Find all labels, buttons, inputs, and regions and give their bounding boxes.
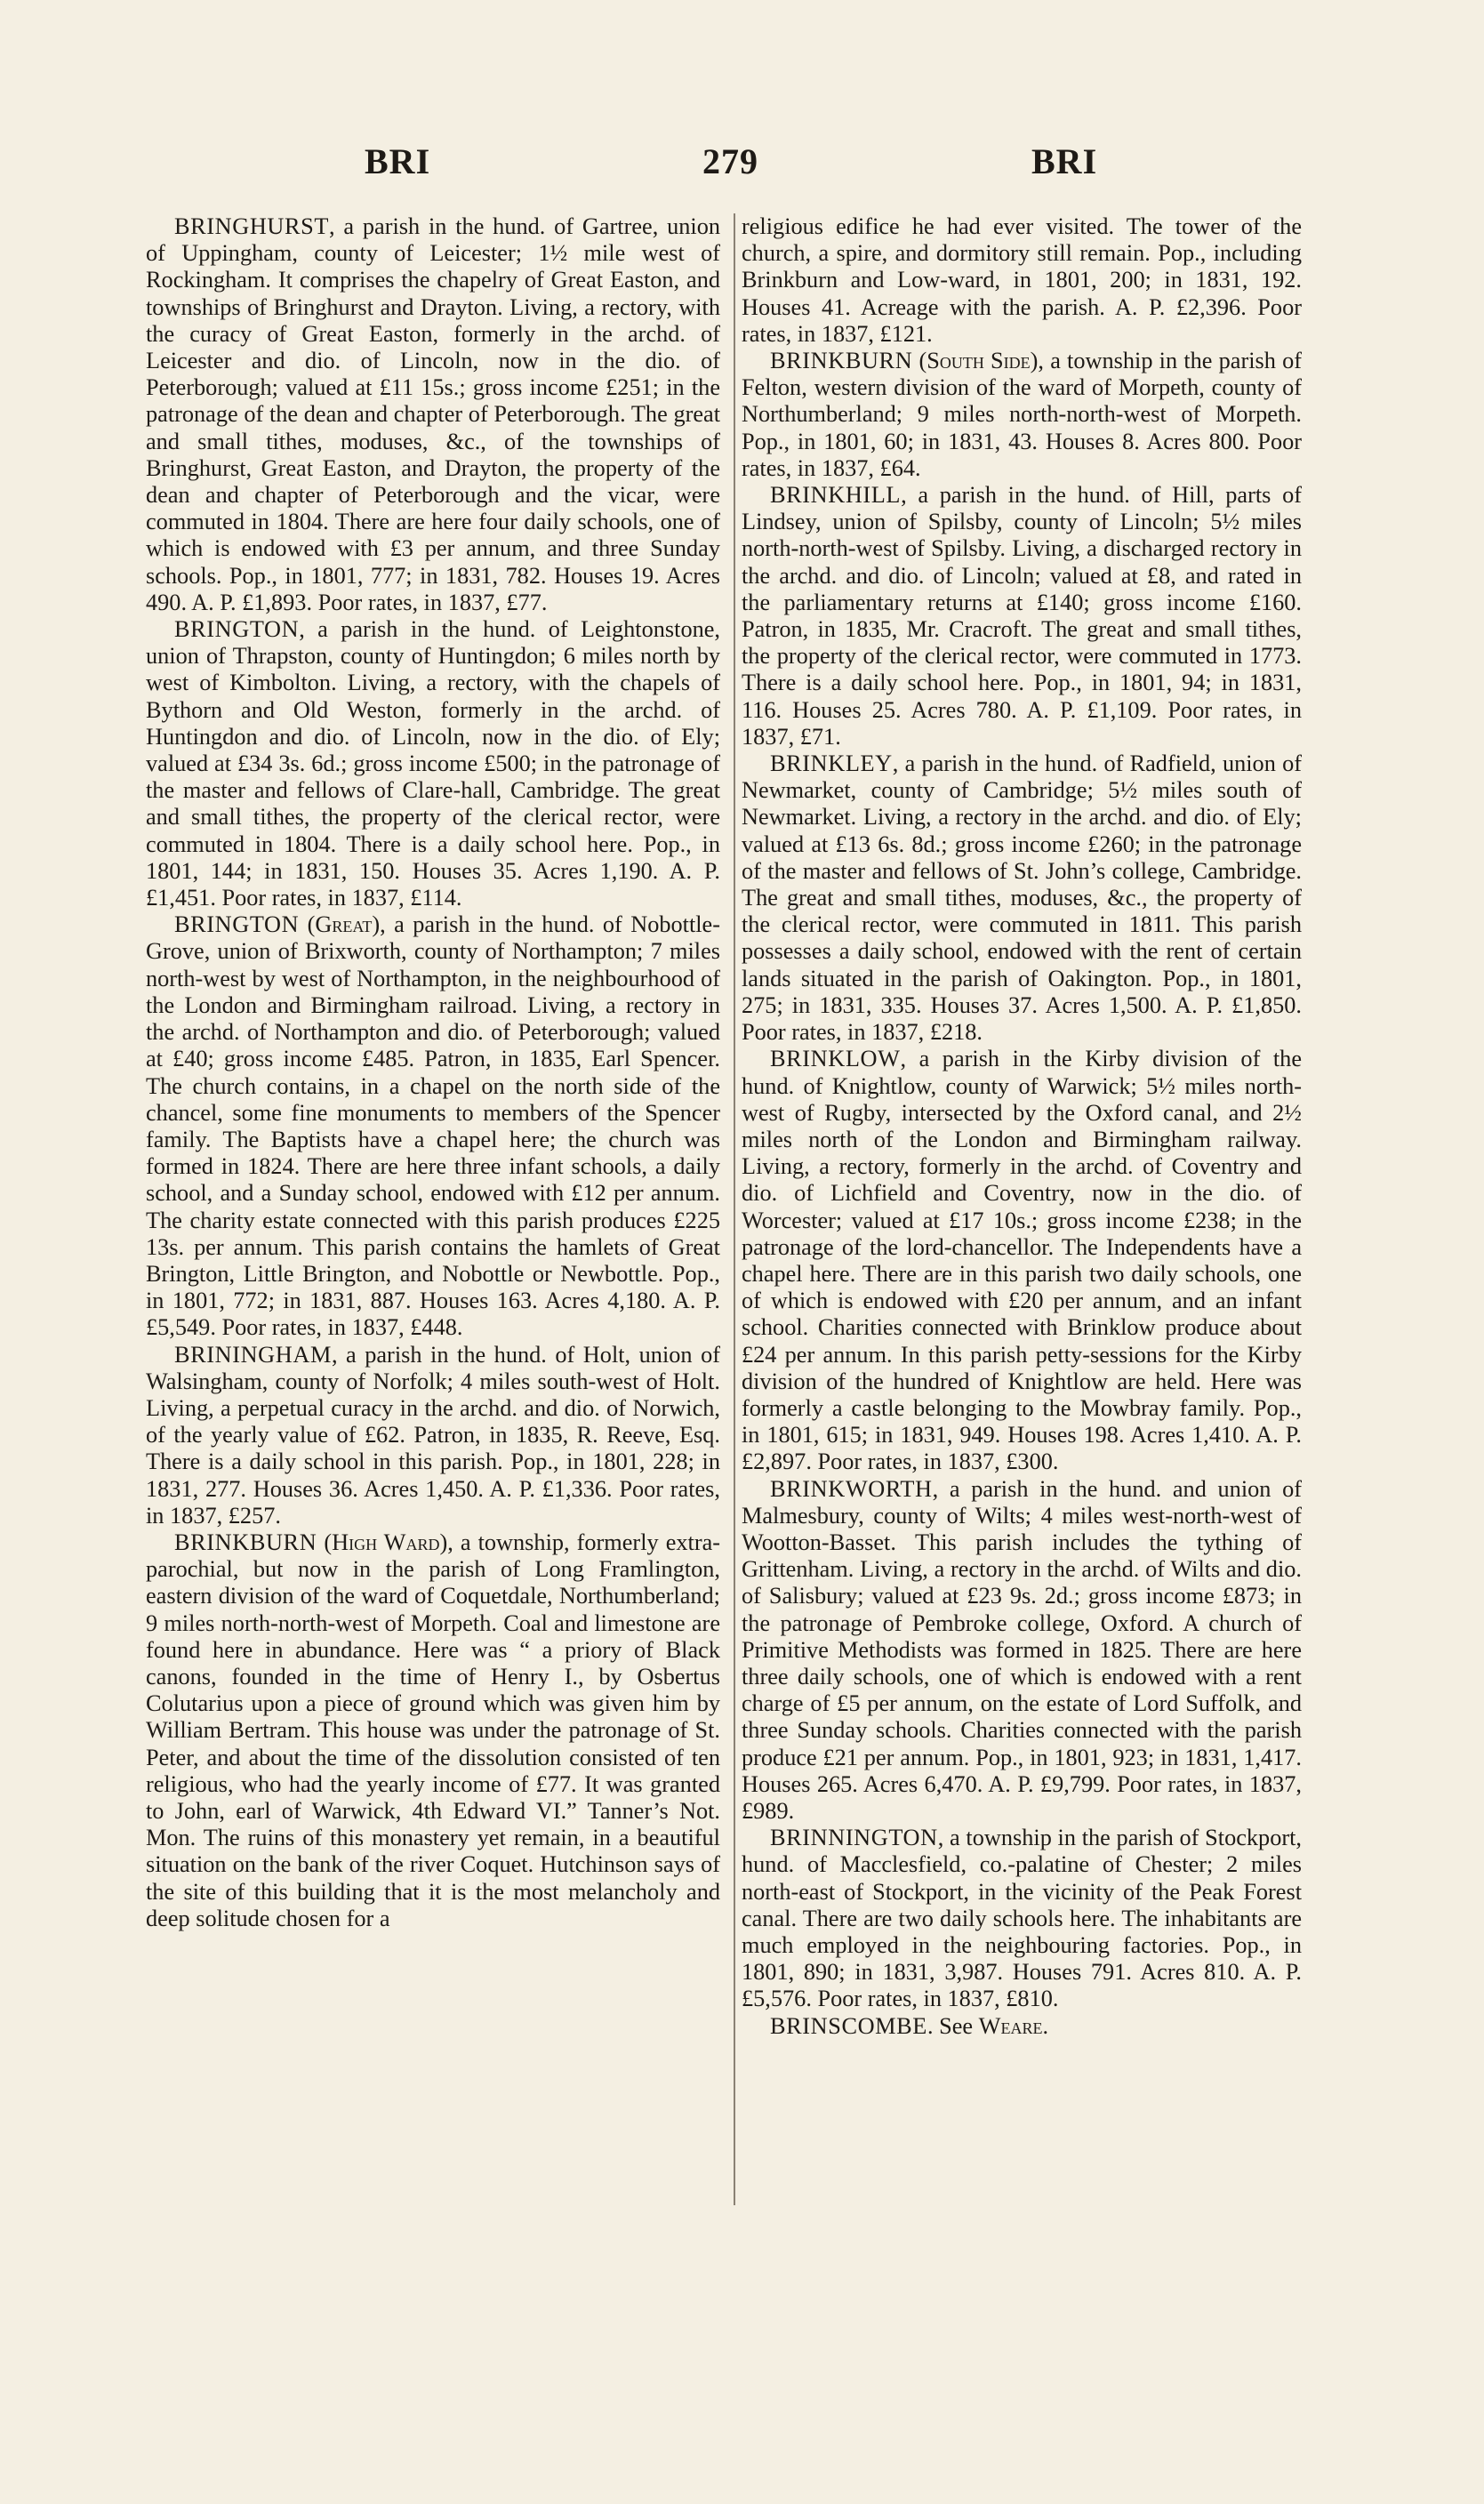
entry-headword: BRINGTON [174,616,300,643]
entry-headword: BRINKBURN [174,1529,317,1555]
entry-text: , a township in the parish of Stockport, hund. of Macclesfield, co.-palatine of Chester; 2 miles north-east of Stockport, in the vicinity of the Peak Forest canal. There are two daily schools here. The inhabitants are much employed in the neighbouring factories. Pop., in 1801, 890; in 1831, 3,987. Houses 791. Acres 810. A. P. £5,576. Poor rates, in 1837, £810. [742,1825,1302,2012]
entry-headword: BRINKBURN [770,348,913,374]
entry-text: , a parish in the hund. of Radfield, union of Newmarket, county of Cambridge; 5½ miles south of Newmarket. Living, a rectory in the archd. and dio. of Ely; valued at £13 6s. 8d.; gross income £260; in the patronage of the master and fellows of St. John’s college, Cambridge. The great and small tithes, moduses, &c., the property of the clerical rector, were commuted in 1811. This parish possesses a daily school, endowed with the rent of certain lands situated in the parish of Oakington. Pop., in 1801, 275; in 1831, 335. Houses 37. Acres 1,500. A. P. £1,850. Poor rates, in 1837, £218. [742,750,1302,1046]
header-right-guide-word: BRI [1031,141,1098,181]
entry-text: , a parish in the hund. of Nobottle-Grove, union of Brixworth, county of Northampton; 7 miles north-west by west of Northampton, in the neighbourhood of the London and Birmingham railroad. Living, a rectory in the archd. of Northampton and dio. of Peterborough; valued at £40; gross income £485. Patron, in 1835, Earl Spencer. The church contains, in a chapel on the north side of the chancel, some fine monuments to members of the Spencer family. The Baptists have a chapel here; the church was formed in 1824. There are here three infant schools, a daily school, and a Sunday school, endowed with £12 per annum. The charity estate connected with this parish produces £225 13s. per annum. This parish contains the hamlets of Great Brington, Little Brington, and Nobottle or Newbottle. Pop., in 1801, 772; in 1831, 887. Houses 163. Acres 4,180. A. P. £5,549. Poor rates, in 1837, £448. [146,911,720,1341]
header-left-guide-word: BRI [365,141,431,181]
page-number: 279 [702,141,758,181]
right-column [742,213,1302,2040]
entry-headword: BRINKLOW [770,1046,901,1072]
entry-text: , a township in the parish of Felton, western division of the ward of Morpeth, county of Northumberland; 9 miles north-north-west of Morpeth. Pop., in 1801, 60; in 1831, 43. Houses 8. Acres 800. Poor rates, in 1837, £64. [742,348,1302,481]
gazetteer-entry [742,1046,1302,1475]
entry-text: religious edifice he had ever visited. The tower of the church, a spire, and dormitory still remain. Pop., including Brinkburn and Low-ward, in 1801, 200; in 1831, 192. Houses 41. Acreage with the parish. A. P. £2,396. Poor rates, in 1837, £121. [742,213,1302,347]
gazetteer-entry [146,616,720,911]
entry-qualifier: (High Ward) [324,1529,448,1555]
gazetteer-entry [742,213,1302,348]
running-header [0,140,1484,190]
entry-text: , a parish in the Kirby division of the hund. of Knightlow, county of Warwick; 5½ miles north-west of Rugby, intersected by the Oxford canal, and 2½ miles north of the London and Birmingham railway. Living, a rectory, formerly in the archd. of Coventry and dio. of Lichfield and Coventry, now in the dio. of Worcester; valued at £17 10s.; gross income £238; in the patronage of the lord-chancellor. The Independents have a chapel here. There are in this parish two daily schools, one of which is endowed with £20 per annum, and an infant school. Charities connected with Brinklow produce about £24 per annum. In this parish petty-sessions for the Kirby division of the hundred of Knightlow are held. Here was formerly a castle belonging to the Mowbray family. Pop., in 1801, 615; in 1831, 949. Houses 198. Acres 1,410. A. P. £2,897. Poor rates, in 1837, £300. [742,1046,1302,1475]
gazetteer-entry [146,1342,720,1529]
gazetteer-entry [742,2013,1302,2040]
entry-text: , a parish in the hund. and union of Malmesbury, county of Wilts; 4 miles west-north-west of Wootton-Basset. This parish includes the tything of Grittenham. Living, a rectory in the archd. of Wilts and dio. of Salisbury; valued at £23 9s. 2d.; gross income £873; in the patronage of Pembroke college, Oxford. A church of Primitive Methodists was formed in 1825. There are here three daily schools, one of which is endowed with a rent charge of £5 per annum, on the estate of Lord Suffolk, and three Sunday schools. Charities connected with the parish produce £21 per annum. Pop., in 1801, 923; in 1831, 1,417. Houses 265. Acres 6,470. A. P. £9,799. Poor rates, in 1837, £989. [742,1475,1302,1824]
entry-text: , a parish in the hund. of Leightonstone, union of Thrapston, county of Huntingdon; 6 miles north by west of Kimbolton. Living, a rectory, with the chapels of Bythorn and Old Weston, formerly in the archd. of Huntingdon and dio. of Lincoln, now in the dio. of Ely; valued at £34 3s. 6d.; gross income £500; in the patronage of the master and fellows of Clare-hall, Cambridge. The great and small tithes, the property of the clerical rector, were commuted in 1804. There is a daily school here. Pop., in 1801, 144; in 1831, 150. Houses 35. Acres 1,190. A. P. £1,451. Poor rates, in 1837, £114. [146,616,720,911]
gazetteer-entry [742,1476,1302,1826]
entry-headword: BRINKWORTH [770,1475,933,1502]
entry-text: , a parish in the hund. of Hill, parts of Lindsey, union of Spilsby, county of Lincoln; 5½ miles north-north-west of Spilsby. Living, a discharged rectory in the archd. and dio. of Lincoln; valued at £8, and rated in the parliamentary returns at £140; gross income £160. Patron, in 1835, Mr. Cracroft. The great and small tithes, the property of the clerical rector, were commuted in 1773. There is a daily school here. Pop., in 1801, 94; in 1831, 116. Houses 25. Acres 780. A. P. £1,109. Poor rates, in 1837, £71. [742,482,1302,750]
entry-text: , a parish in the hund. of Gartree, union of Uppingham, county of Leicester; 1½ mile west of Rockingham. It comprises the chapelry of Great Easton, and townships of Bringhurst and Drayton. Living, a rectory, with the curacy of Great Easton, formerly in the archd. of Leicester and dio. of Lincoln, now in the dio. of Peterborough; valued at £11 15s.; gross income £251; in the patronage of the dean and chapter of Peterborough. The great and small tithes, moduses, &c., of the townships of Bringhurst, Great Easton, and Drayton, the property of the dean and chapter of Peterborough and the vicar, were commuted in 1804. There are here four daily schools, one of which is endowed with £3 per annum, and three Sunday schools. Pop., in 1801, 777; in 1831, 782. Houses 19. Acres 490. A. P. £1,893. Poor rates, in 1837, £77. [146,213,720,615]
gazetteer-entry [742,750,1302,1046]
entry-qualifier: (South Side) [918,348,1039,374]
entry-headword: BRINGTON [174,911,300,938]
column-divider [734,213,735,2205]
entry-headword: BRINSCOMBE [770,2012,927,2039]
entry-headword: BRININGHAM [174,1341,332,1368]
entry-headword: BRINKHILL [770,482,902,509]
entry-text: , a township, formerly extra-parochial, but now in the parish of Long Framlington, eastern division of the ward of Coquetdale, Northumberland; 9 miles north-north-west of Morpeth. Coal and limestone are found here in abundance. Here was “ a priory of Black canons, founded in the time of Henry I., by Osbertus Colutarius upon a piece of ground which was given him by William Bertram. This house was under the patronage of St. Peter, and about the time of the dissolution consisted of ten religious, who had the yearly income of £77. It was granted to John, earl of Warwick, 4th Edward VI.” Tanner’s Not. Mon. The ruins of this monastery yet remain, in a beautiful situation on the bank of the river Coquet. Hutchinson says of the site of this building that it is the most melancholy and deep solitude chosen for a [146,1529,721,1931]
gazetteer-entry [742,348,1302,482]
gazetteer-entry [146,213,720,616]
gazetteer-entry [742,482,1302,750]
gazetteer-entry [146,1529,720,1932]
entry-headword: BRINKLEY [770,750,893,777]
left-column [146,213,720,1932]
cross-reference: Weare. [978,2012,1049,2039]
gazetteer-entry [742,1825,1302,2012]
entry-headword: BRINNINGTON [770,1825,938,1851]
entry-headword: BRINGHURST [174,213,330,239]
entry-qualifier: (Great) [307,911,381,938]
entry-text: , a parish in the hund. of Holt, union of Walsingham, county of Norfolk; 4 miles south-west of Holt. Living, a perpetual curacy in the archd. and dio. of Norwich, of the yearly value of £62. Patron, in 1835, R. Reeve, Esq. There is a daily school in this parish. Pop., in 1801, 228; in 1831, 277. Houses 36. Acres 1,450. A. P. £1,336. Poor rates, in 1837, £257. [146,1341,720,1529]
gazetteer-entry [146,911,720,1341]
entry-text: . See [926,2012,979,2039]
